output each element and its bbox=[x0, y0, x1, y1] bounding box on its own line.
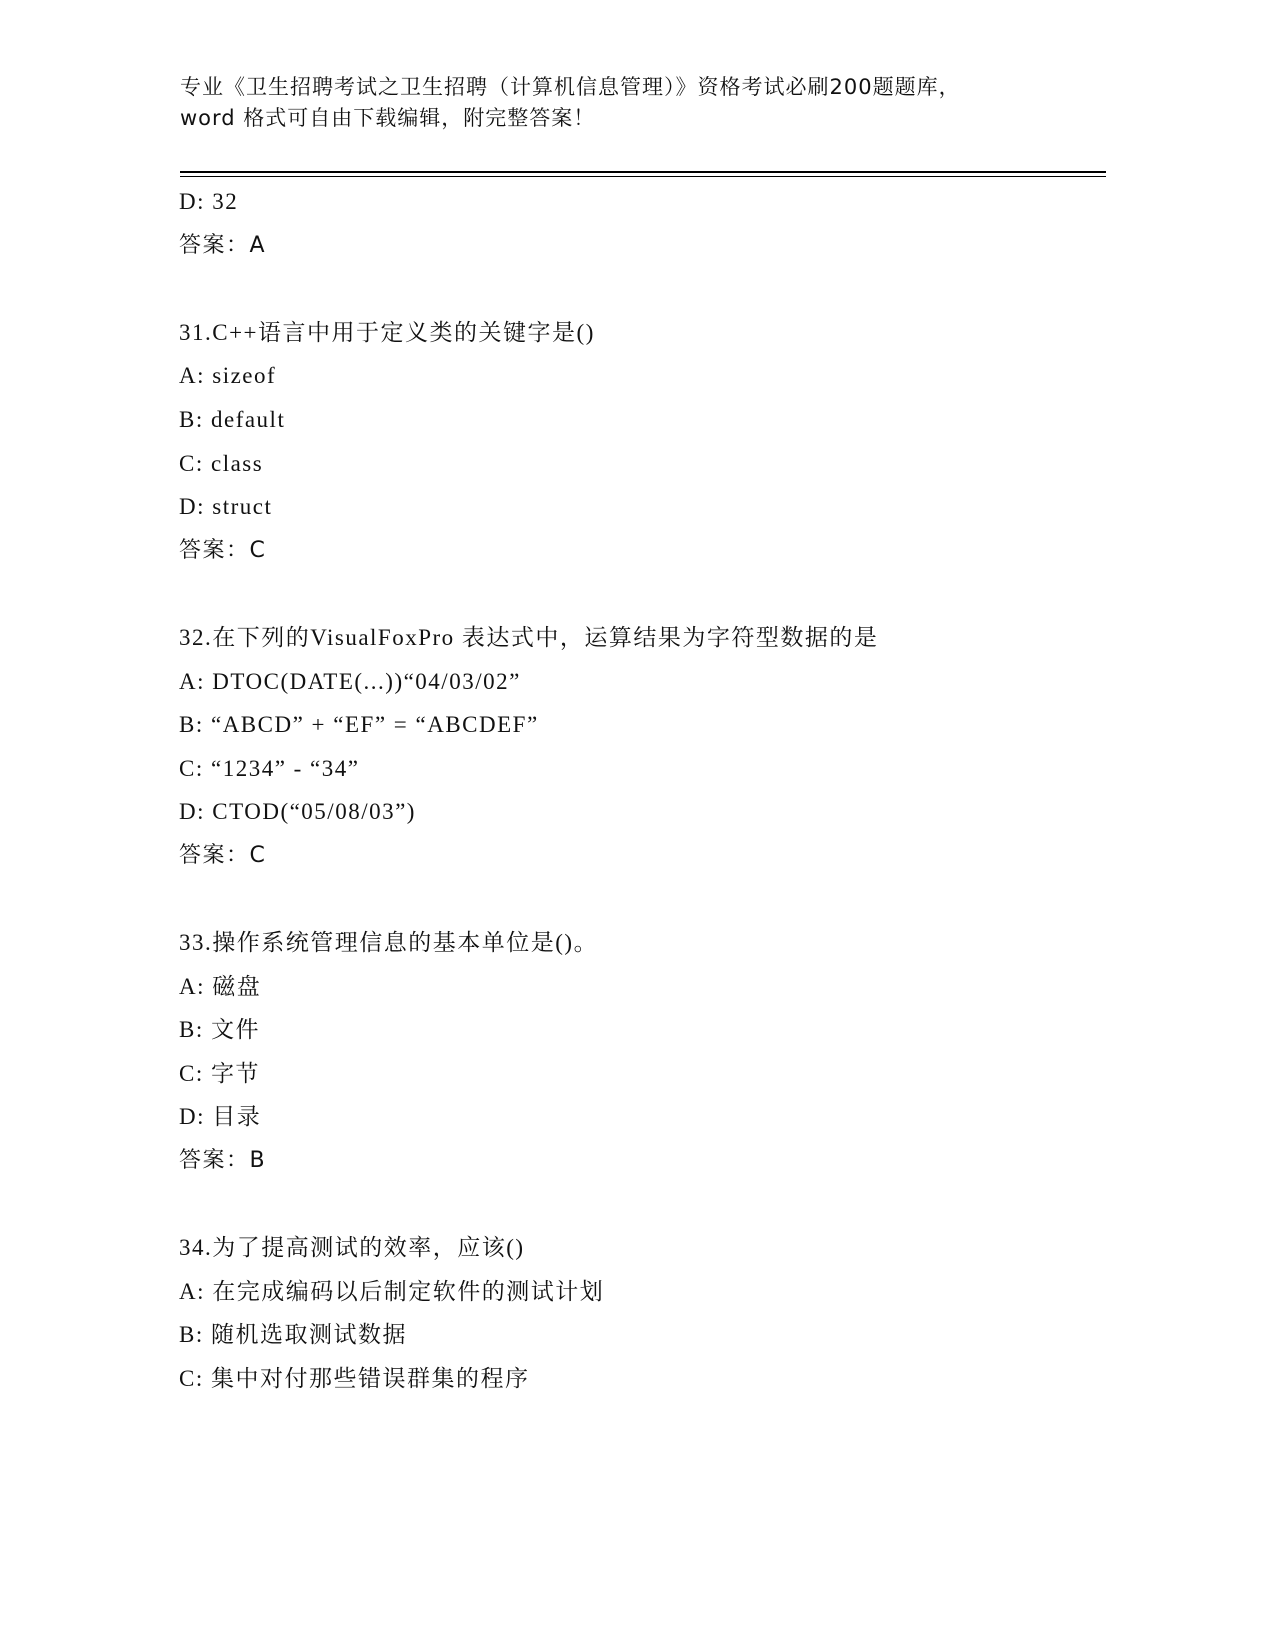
answer: 答案：C bbox=[179, 842, 267, 868]
option-item: B: 随机选取测试数据 bbox=[179, 1322, 407, 1348]
option-item: D: struct bbox=[179, 494, 273, 520]
answer: 答案：C bbox=[179, 537, 267, 563]
document-header bbox=[180, 72, 1080, 134]
answer: 答案：B bbox=[179, 1148, 267, 1174]
header-divider bbox=[180, 171, 1106, 173]
option-item: C: 集中对付那些错误群集的程序 bbox=[179, 1366, 530, 1392]
option-item: A: sizeof bbox=[179, 363, 277, 389]
option-d: D: 32 bbox=[179, 189, 239, 214]
question-text: 33.操作系统管理信息的基本单位是()。 bbox=[179, 930, 599, 956]
question-text: 31.C++语言中用于定义类的关键字是() bbox=[179, 319, 595, 345]
option-item: D: CTOD(“05/08/03”) bbox=[179, 799, 416, 825]
option-item: A: DTOC(DATE(...))“04/03/02” bbox=[179, 668, 521, 694]
header-line-2: word 格式可自由下载编辑，附完整答案！ bbox=[180, 106, 596, 130]
option-item: A: 磁盘 bbox=[179, 973, 262, 999]
option-item: B: default bbox=[179, 406, 286, 432]
option-item: B: “ABCD” + “EF” = “ABCDEF” bbox=[179, 712, 539, 738]
option-item: B: 文件 bbox=[179, 1017, 260, 1043]
question-content bbox=[179, 180, 878, 1401]
option-item: C: “1234” - “34” bbox=[179, 755, 360, 781]
header-divider-thin bbox=[180, 176, 1106, 177]
question-text: 34.为了提高测试的效率，应该() bbox=[179, 1235, 525, 1261]
option-item: C: class bbox=[179, 450, 264, 476]
option-item: D: 目录 bbox=[179, 1104, 262, 1130]
option-item: A: 在完成编码以后制定软件的测试计划 bbox=[179, 1278, 605, 1304]
question-text: 32.在下列的VisualFoxPro 表达式中，运算结果为字符型数据的是 bbox=[179, 624, 879, 650]
header-line-1: 专业《卫生招聘考试之卫生招聘（计算机信息管理）》资格考试必刷200题题库， bbox=[180, 75, 961, 99]
option-item: C: 字节 bbox=[179, 1060, 260, 1086]
answer: 答案：A bbox=[179, 232, 267, 258]
